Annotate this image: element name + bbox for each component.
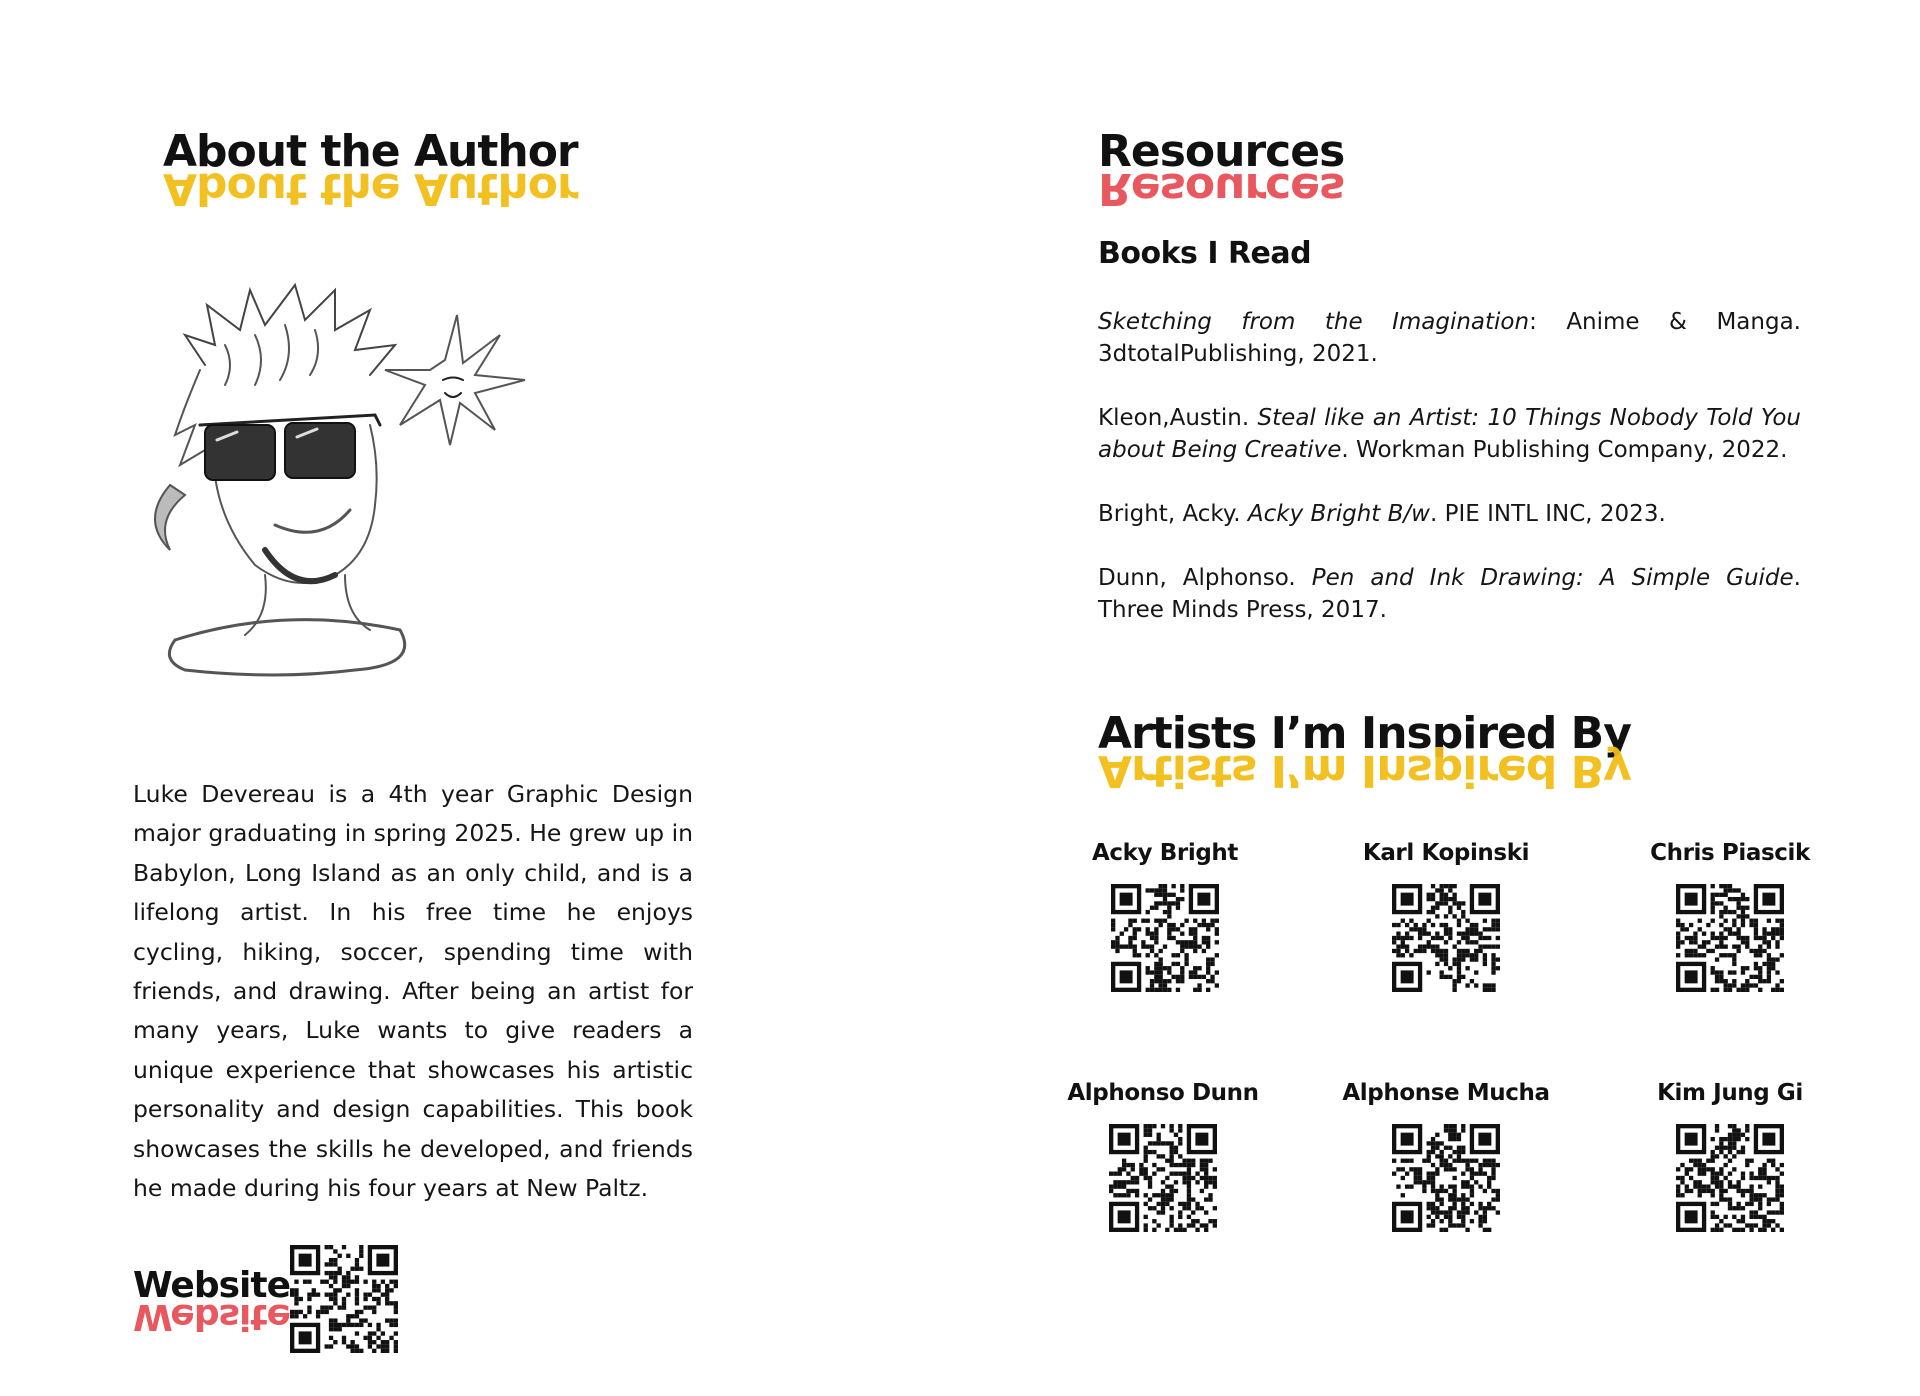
citation-1: Kleon,Austin. Steal like an Artist: 10 Things Nobody Told You about Being Creative. Workman Publishing Company, 2022. bbox=[1098, 405, 1802, 463]
artist-qr-code[interactable] bbox=[1676, 884, 1784, 992]
artist-name: Alphonso Dunn bbox=[1067, 1080, 1259, 1106]
about-heading: About the Author bbox=[163, 126, 578, 177]
website-label: Website bbox=[133, 1265, 291, 1306]
artists-heading: Artists I’m Inspired By bbox=[1098, 708, 1631, 759]
artist-acky-bright bbox=[1045, 840, 1285, 992]
artists-heading-block bbox=[1098, 708, 1631, 796]
citation-2: Bright, Acky. Acky Bright B/w. PIE INTL INC, 2023. bbox=[1098, 501, 1666, 527]
artist-qr-code[interactable] bbox=[1392, 884, 1500, 992]
artist-name: Alphonse Mucha bbox=[1342, 1080, 1550, 1106]
books-heading: Books I Read bbox=[1098, 236, 1312, 271]
artist-qr-code[interactable] bbox=[1392, 1124, 1500, 1232]
artist-qr-code[interactable] bbox=[1676, 1124, 1784, 1232]
artist-chris-piascik bbox=[1610, 840, 1850, 992]
artist-kim-jung-gi bbox=[1610, 1080, 1850, 1232]
artist-qr-code[interactable] bbox=[1109, 1124, 1217, 1232]
resources-heading-block bbox=[1098, 126, 1345, 214]
artist-name: Kim Jung Gi bbox=[1657, 1080, 1803, 1106]
about-heading-reflection: About the Author bbox=[163, 163, 578, 214]
artist-name: Karl Kopinski bbox=[1362, 840, 1530, 866]
author-portrait-sketch bbox=[145, 275, 545, 715]
website-qr-code[interactable] bbox=[290, 1245, 398, 1353]
website-heading-block bbox=[133, 1265, 291, 1337]
artist-alphonse-mucha bbox=[1326, 1080, 1566, 1232]
citation-3: Dunn, Alphonso. Pen and Ink Drawing: A Simple Guide. Three Minds Press, 2017. bbox=[1098, 565, 1801, 623]
artist-name: Acky Bright bbox=[1092, 840, 1238, 866]
artist-alphonso-dunn bbox=[1043, 1080, 1283, 1232]
artist-karl-kopinski bbox=[1326, 840, 1566, 992]
website-label-reflection: Website bbox=[133, 1296, 291, 1337]
about-heading-block bbox=[163, 126, 578, 214]
artist-name: Chris Piascik bbox=[1650, 840, 1810, 866]
author-bio: Luke Devereau is a 4th year Graphic Design major graduating in spring 2025. He grew up in Babylon, Long Island as an only child, and is a lifelong artist. In his free time he enjoys cycling, hiking, soccer, spending time with friends, and drawing. After being an artist for many years, Luke wants to give readers a unique experience that showcases his artistic personality and design capabilities. This book showcases the skills he developed, and friends he made during his four years at New Paltz. bbox=[133, 780, 693, 1203]
citation-list bbox=[1098, 306, 1801, 658]
citation-0: Sketching from the Imagination: Anime & Manga. 3dtotalPublishing, 2021. bbox=[1098, 309, 1801, 367]
resources-heading-reflection: Resources bbox=[1098, 163, 1345, 214]
resources-heading: Resources bbox=[1098, 126, 1345, 177]
artists-heading-reflection: Artists I’m Inspired By bbox=[1098, 745, 1631, 796]
artist-qr-code[interactable] bbox=[1111, 884, 1219, 992]
